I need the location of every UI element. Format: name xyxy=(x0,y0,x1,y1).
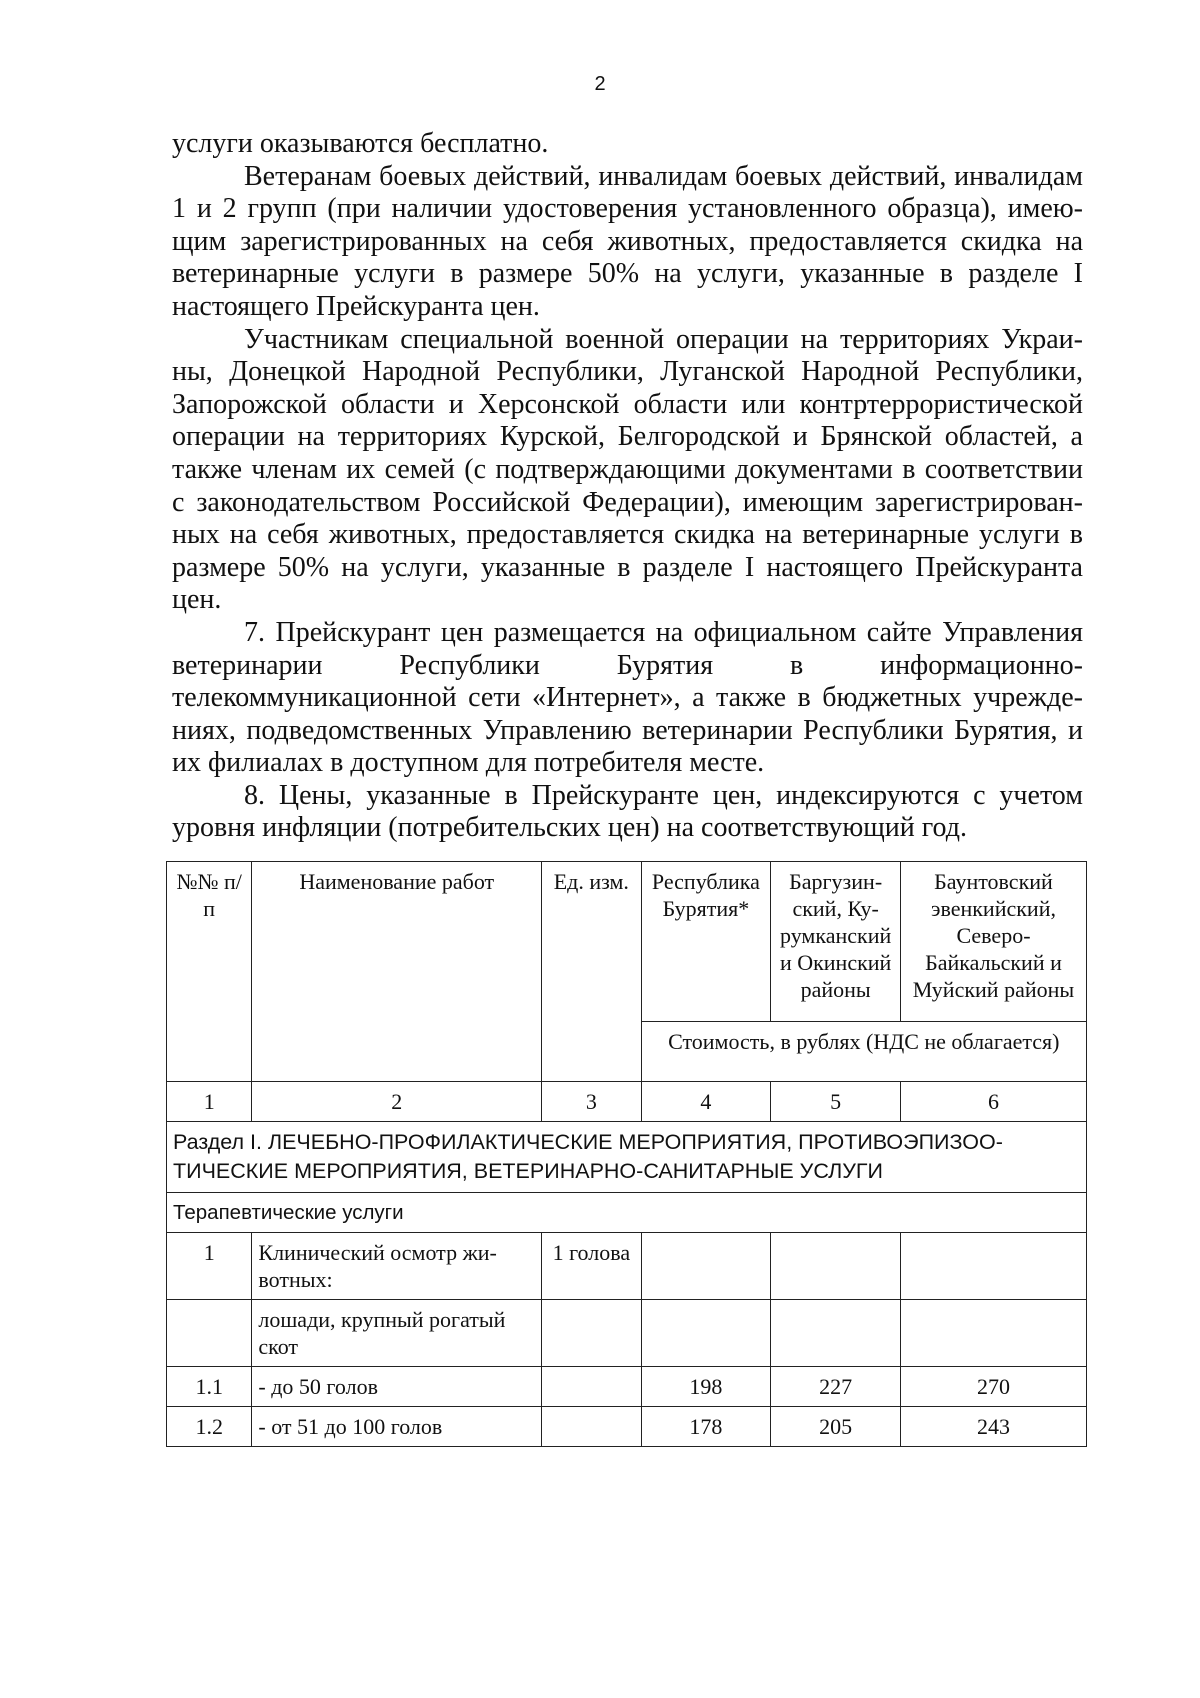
body-text xyxy=(172,128,1083,845)
table-row xyxy=(167,1233,1087,1300)
table-subsection-row xyxy=(167,1193,1087,1233)
header-barguzin: Баргузинский, Курумканский и Окинский районы xyxy=(771,862,901,1022)
row-unit xyxy=(542,1367,641,1407)
header-bauntovsky: Баунтовский эвенкийский, Северо-Байкальский и Муйский районы xyxy=(901,862,1087,1022)
table-section-row xyxy=(167,1122,1087,1193)
row-value-republic xyxy=(641,1300,771,1367)
column-number: 4 xyxy=(641,1082,771,1122)
table-column-numbers-row xyxy=(167,1082,1087,1122)
row-unit xyxy=(542,1407,641,1447)
paragraph-item-7: 7. Прейскурант цен размещается на официальном сайте Управления ветеринарии Республики Бурятия в информационно-телекоммуникационной сети «Интернет», а также в бюджетных учреждениях, подведомственных Управлению ветеринарии Республики Бурятия, и их филиалах в доступном для потребителя месте. xyxy=(172,616,1083,779)
subsection-title: Терапевтические услуги xyxy=(167,1193,1087,1233)
header-cost: Стоимость, в рублях (НДС не облагается) xyxy=(641,1022,1086,1082)
row-value-barguzin: 227 xyxy=(771,1367,901,1407)
row-name: Клинический осмотр животных: xyxy=(252,1233,542,1300)
section-title: Раздел I. ЛЕЧЕБНО-ПРОФИЛАКТИЧЕСКИЕ МЕРОПРИЯТИЯ, ПРОТИВОЭПИЗООТИЧЕСКИЕ МЕРОПРИЯТИЯ, ВЕТЕРИНАРНО-САНИТАРНЫЕ УСЛУГИ xyxy=(167,1122,1087,1193)
row-num xyxy=(167,1300,252,1367)
row-value-barguzin xyxy=(771,1300,901,1367)
price-table xyxy=(166,861,1087,1447)
row-value-barguzin: 205 xyxy=(771,1407,901,1447)
row-name: лошади, крупный рогатый скот xyxy=(252,1300,542,1367)
column-number: 1 xyxy=(167,1082,252,1122)
row-name: - до 50 голов xyxy=(252,1367,542,1407)
header-unit: Ед. изм. xyxy=(542,862,641,1082)
table-row xyxy=(167,1300,1087,1367)
row-value-barguzin xyxy=(771,1233,901,1300)
table-header-row xyxy=(167,862,1087,1022)
header-name: Наименование работ xyxy=(252,862,542,1082)
header-republic: Республика Бурятия* xyxy=(641,862,771,1022)
row-value-bauntovsky: 243 xyxy=(901,1407,1087,1447)
row-unit xyxy=(542,1300,641,1367)
paragraph-item-8: 8. Цены, указанные в Прейскуранте цен, индексируются с учетом уровня инфляции (потребительских цен) на соответствующий год. xyxy=(172,779,1083,844)
paragraph-veterans-discount: Ветеранам боевых действий, инвалидам боевых действий, инвалидам 1 и 2 групп (при наличии удостоверения установленного образца), имеющим зарегистрированных на себя животных, предоставляется скидка на ветеринарные услуги в размере 50% на услуги, указанные в разделе I настоящего Прейскуранта цен. xyxy=(172,160,1083,322)
column-number: 5 xyxy=(771,1082,901,1122)
column-number: 2 xyxy=(252,1082,542,1122)
row-value-republic: 178 xyxy=(641,1407,771,1447)
row-value-republic xyxy=(641,1233,771,1300)
row-num: 1.2 xyxy=(167,1407,252,1447)
table-row xyxy=(167,1407,1087,1447)
row-value-bauntovsky xyxy=(901,1300,1087,1367)
table-row xyxy=(167,1367,1087,1407)
row-value-bauntovsky xyxy=(901,1233,1087,1300)
row-value-republic: 198 xyxy=(641,1367,771,1407)
page-number: 2 xyxy=(594,73,606,95)
paragraph-svo-discount: Участникам специальной военной операции на территориях Украины, Донецкой Народной Республики, Луганской Народной Республики, Запорожской области и Херсонской области или контртеррористической операции на территориях Курской, Белгородской и Брянской областей, а также членам их семей (с подтверждающими документами в соответствии с законодательством Российской Федерации), имеющим зарегистрированных на себя животных, предоставляется скидка на ветеринарные услуги в размере 50% на услуги, указанные в разделе I настоящего Прейскуранта цен. xyxy=(172,323,1083,616)
paragraph-continuation: услуги оказываются бесплатно. xyxy=(172,128,549,159)
header-num: №№ п/п xyxy=(167,862,252,1082)
row-num: 1 xyxy=(167,1233,252,1300)
row-unit: 1 голова xyxy=(542,1233,641,1300)
row-value-bauntovsky: 270 xyxy=(901,1367,1087,1407)
column-number: 6 xyxy=(901,1082,1087,1122)
row-name: - от 51 до 100 голов xyxy=(252,1407,542,1447)
row-num: 1.1 xyxy=(167,1367,252,1407)
column-number: 3 xyxy=(542,1082,641,1122)
